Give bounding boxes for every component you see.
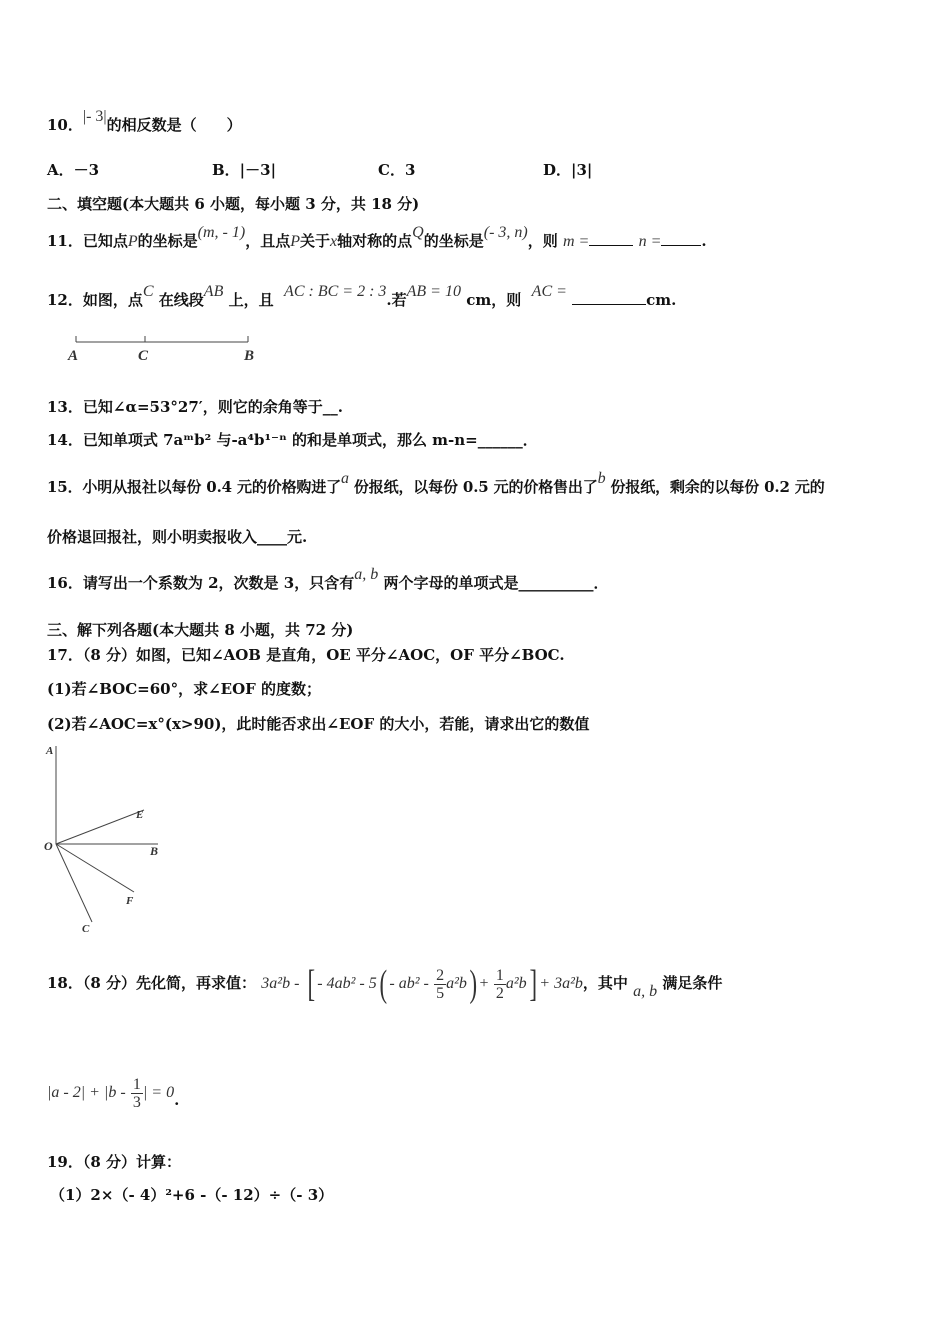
question-18 <box>47 962 722 1012</box>
question-number: 10． <box>47 116 83 134</box>
q18-text: 满足条件 <box>662 974 723 992</box>
var-c: C <box>142 283 154 300</box>
numerator: 1 <box>132 1075 141 1093</box>
condition-expr: | = 0 <box>142 1084 175 1101</box>
vertex-o-label: O <box>44 839 53 853</box>
option-a: A．－3 <box>47 161 100 179</box>
q12-text: cm，则 <box>466 291 522 309</box>
question-text: 的相反数是（ ） <box>106 116 242 134</box>
question-19-part-1: （1）2×（- 4）²+6 -（- 12）÷（- 3） <box>50 1186 334 1204</box>
numerator: 1 <box>495 966 504 984</box>
condition-expr: |a - 2| + |b - <box>47 1084 126 1101</box>
question-17-part-2: (2)若∠AOC=x°(x>90)，此时能否求出∠EOF 的大小，若能，请求出它的数值 <box>47 715 590 733</box>
point-a-label: A <box>68 348 79 364</box>
expr-term: a²b <box>446 975 467 992</box>
ray-f-label: F <box>126 895 134 907</box>
right-paren: ) <box>469 963 478 1005</box>
q18-text: ，其中 <box>582 974 628 992</box>
expr-term: 3a²b - <box>261 975 300 992</box>
q12-text: 12．如图，点 <box>47 291 143 309</box>
expr-term: - ab² - <box>389 975 429 992</box>
var-b: b <box>597 470 606 487</box>
question-13: 13．已知∠α=53°27′，则它的余角等于__. <box>47 398 343 416</box>
q18-text: . <box>174 1091 180 1109</box>
var-a: a <box>340 470 349 487</box>
question-11 <box>47 224 707 252</box>
var-q: Q <box>412 224 424 241</box>
var-n: n = <box>638 233 662 250</box>
question-15 <box>47 470 825 498</box>
q11-text: 的坐标是 <box>423 232 484 250</box>
q16-text: 16．请写出一个系数为 2，次数是 3，只含有 <box>47 574 355 592</box>
fraction-one-third <box>131 1076 143 1111</box>
var-ab: AB <box>203 283 224 300</box>
point-c-label: C <box>138 348 149 364</box>
var-ac: AC = <box>531 283 567 300</box>
segment-figure <box>60 330 270 370</box>
q11-text: 轴对称的点 <box>337 232 413 250</box>
section-2-heading: 二、填空题(本大题共 6 小题，每小题 3 分，共 18 分) <box>47 195 420 213</box>
right-bracket: ] <box>529 963 537 1005</box>
q12-text: 在线段 <box>158 291 204 309</box>
expr-term: - 4ab² - 5 <box>317 975 377 992</box>
question-10 <box>47 108 242 136</box>
left-bracket: [ <box>307 963 315 1005</box>
q11-text: ，且点 <box>245 232 291 250</box>
var-ab: a, b <box>354 566 379 583</box>
answer-blank <box>589 231 633 246</box>
numerator: 2 <box>436 966 445 984</box>
var-ab: a, b <box>633 983 658 1000</box>
length-expression: AB = 10 <box>406 283 461 300</box>
var-x: x <box>330 233 338 250</box>
coord-p: (m, - 1) <box>197 224 246 241</box>
expr-term: a²b <box>505 975 527 992</box>
q15-text: 份报纸，剩余的以每份 0.2 元的 <box>610 478 825 496</box>
answer-blank <box>661 231 701 246</box>
q18-text: 18．（8 分）先化简，再求值： <box>47 974 257 992</box>
ray-c-label: C <box>82 923 90 935</box>
question-12 <box>47 283 677 311</box>
q15-text: 15．小明从报社以每份 0.4 元的价格购进了 <box>47 478 341 496</box>
expr-term: + 3a²b <box>539 975 583 992</box>
q12-text: cm. <box>646 291 677 309</box>
section-3-heading: 三、解下列各题(本大题共 8 小题，共 72 分) <box>47 621 354 639</box>
q16-text: 两个字母的单项式是__________． <box>383 574 609 592</box>
option-b: B．|－3| <box>212 161 277 179</box>
ray-a-label: A <box>46 745 54 757</box>
expr-term: + <box>479 975 489 992</box>
denominator: 3 <box>132 1093 141 1111</box>
q11-text: 11．已知点 <box>47 232 128 250</box>
fraction-one-half <box>494 967 506 1002</box>
angle-figure <box>40 738 180 938</box>
abs-expression: |- 3| <box>82 108 107 125</box>
q11-text: 的坐标是 <box>137 232 198 250</box>
coord-q: (- 3, n) <box>483 224 528 241</box>
q12-text: 上，且 <box>228 291 274 309</box>
fraction-two-fifths <box>434 967 446 1002</box>
q11-text: . <box>701 232 707 250</box>
denominator: 2 <box>495 984 504 1002</box>
point-b-label: B <box>244 348 255 364</box>
question-17: 17．（8 分）如图，已知∠AOB 是直角，OE 平分∠AOC，OF 平分∠BOC. <box>47 646 565 664</box>
ray-e-label: E <box>136 809 144 821</box>
q11-text: 关于 <box>300 232 331 250</box>
option-c: C．3 <box>378 161 416 179</box>
var-p: P <box>290 233 301 250</box>
ray-b-label: B <box>150 844 159 858</box>
question-17-part-1: (1)若∠BOC=60°，求∠EOF 的度数； <box>47 680 322 698</box>
question-18-condition <box>47 1070 179 1115</box>
option-d: D．|3| <box>543 161 593 179</box>
var-p: P <box>127 233 138 250</box>
question-16 <box>47 566 609 594</box>
left-paren: ( <box>379 963 387 1005</box>
var-m: m = <box>562 233 590 250</box>
q12-text: .若 <box>386 291 407 309</box>
denominator: 5 <box>436 984 445 1002</box>
ratio-expression: AC : BC = 2 : 3 <box>284 283 387 300</box>
question-14: 14．已知单项式 7aᵐb² 与-a⁴b¹⁻ⁿ 的和是单项式，那么 m-n=______． <box>47 431 538 449</box>
q11-text: ，则 <box>527 232 558 250</box>
answer-blank <box>572 290 646 305</box>
question-19: 19．（8 分）计算： <box>47 1153 182 1171</box>
q15-text: 份报纸，以每份 0.5 元的价格售出了 <box>353 478 598 496</box>
question-15-line-2: 价格退回报社，则小明卖报收入____元. <box>47 528 308 546</box>
